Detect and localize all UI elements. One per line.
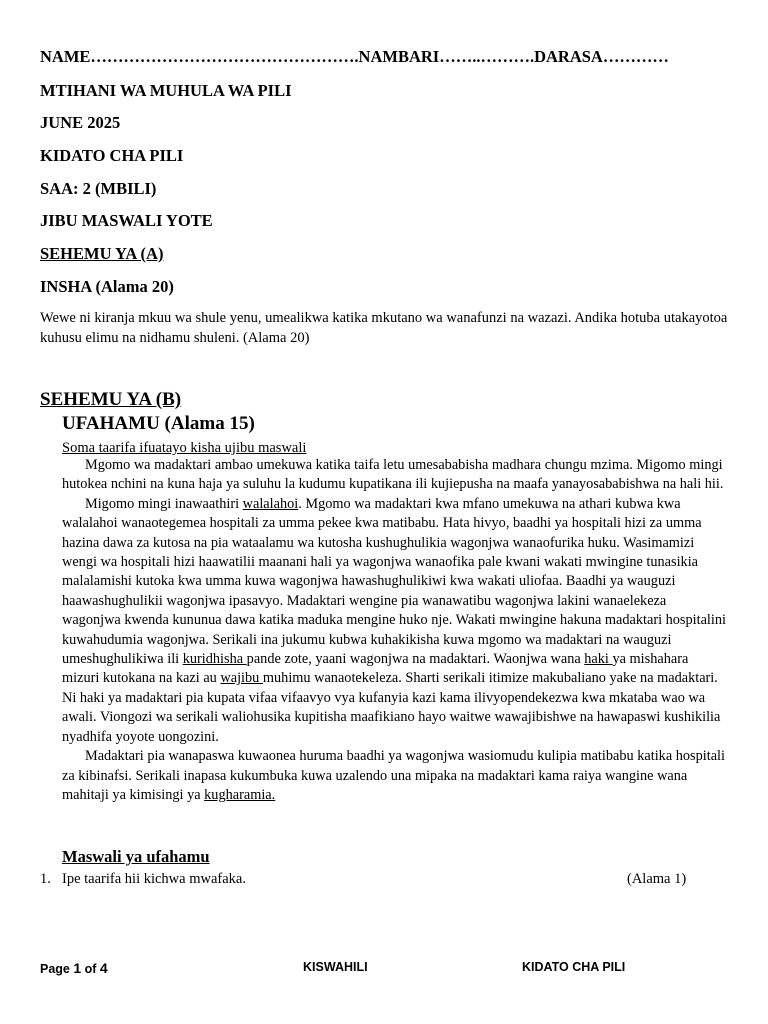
exam-date: JUNE 2025	[40, 113, 121, 132]
passage-text: . Mgomo wa madaktari kwa mfano umekuwa na athari kubwa kwa walalahoi wanaotegemea hospitali za umma pekee kwa matibabu. Hata hivyo, baadhi ya hospitali hizi za umma hazina dawa za kutosa na pia wataalamu wa kutosha kushughulikia wagonjwa wanaofurika huku. Wasimamizi wengi wa hospitali hizi haawatilii maanani hali ya wagonjwa wanaofika pale kwani wakati mwingine tunasikia malalamishi kutoka kwa umma kuwa wagonjwa hawashughulikiwi kwa wakati uliofaa. Baadhi ya wauguzi haawashughulikii wagonjwa ipasavyo. Madaktari wengine pia wanawatibu wagonjwa lakini wanaelekeza wagonjwa kwenda kununua dawa katika maduka mengine huko nje. Wakati mwingine hakuna madaktari hospitalini kuwahudumia wagonjwa. Serikali ina jukumu kubwa kuhakikisha kuwa mgomo wa madaktari na wauguzi umeshughulikiwa ili	[62, 495, 727, 668]
passage-paragraph-2	[62, 495, 728, 747]
page-word: Page	[40, 962, 74, 976]
section-b-subtitle: UFAHAMU (Alama 15)	[62, 413, 255, 434]
question-text: Ipe taarifa hii kichwa mwafaka.	[62, 871, 246, 887]
passage-paragraph-3	[62, 747, 728, 805]
section-a-subtitle: INSHA (Alama 20)	[40, 277, 174, 296]
page-current: 1	[73, 960, 82, 976]
of-word: of	[81, 962, 100, 976]
essay-question: Wewe ni kiranja mkuu wa shule yenu, umealikwa katika mkutano wa wanafunzi na wazazi. Andika hotuba utakayotoa kuhusu elimu na nidhamu shuleni. (Alama 20)	[40, 310, 728, 346]
general-instruction: JIBU MASWALI YOTE	[40, 211, 213, 230]
passage-paragraph-1: Mgomo wa madaktari ambao umekuwa katika taifa letu umesababisha madhara chungu mzima. Migomo mingi hutokea nchini na kuna haja ya suluhu la kudumu kupatikana ili kujiepusha na maafa yanayosababishwa na hali hii.	[62, 457, 724, 493]
questions-title: Maswali ya ufahamu	[62, 847, 210, 866]
comprehension-instruction: Soma taarifa ifuatayo kisha ujibu maswali	[62, 440, 307, 456]
underlined-word-haki: haki	[584, 651, 613, 668]
form-level: KIDATO CHA PILI	[40, 146, 184, 165]
page-number	[40, 960, 108, 976]
underlined-word-kuridhisha: kuridhisha	[182, 651, 247, 668]
passage-text: Madaktari pia wanapaswa kuwaonea huruma baadhi ya wagonjwa wasiomudu kulipia matibabu katika hospitali za kibinafsi. Serikali inapasa kukumbuka kuwa uzalendo una mipaka na madaktari kama raiya wangine wana mahitaji ya kimisingi ya	[62, 748, 725, 803]
passage-text: ya mishahara mizuri kutokana na kazi au	[62, 651, 689, 687]
footer-form: KIDATO CHA PILI	[522, 960, 626, 974]
exam-time: SAA: 2 (MBILI)	[40, 179, 157, 198]
section-b-title: SEHEMU YA (B)	[40, 389, 182, 410]
question-number: 1.	[40, 871, 51, 887]
underlined-word-wajibu: wajibu	[220, 670, 263, 687]
underlined-word-kugharamia: kugharamia.	[204, 786, 276, 803]
question-marks: (Alama 1)	[627, 871, 687, 887]
underlined-word-walalahoi: walalahoi	[242, 495, 299, 512]
passage-text: Migomo mingi inawaathiri	[85, 495, 243, 512]
comprehension-passage	[62, 456, 728, 805]
exam-title: MTIHANI WA MUHULA WA PILI	[40, 81, 292, 100]
passage-text: muhimu wanaotekeleza. Sharti serikali itimize makubaliano yake na madaktari. Ni haki ya madaktari pia kupata vifaa vifaavyo vya kufanyia kazi kama ilivyopendekezwa kwa mkataba wao wa awali. Viongozi wa serikali waliohusika kupitisha maafikiano hayo waitwe wawajibishwe na hawapaswi kushikilia nyadhifa yoyote uongozini.	[62, 670, 721, 745]
page-total: 4	[99, 960, 108, 976]
section-a-title: SEHEMU YA (A)	[40, 244, 164, 263]
name-number-class-line: NAME………………………………………….NAMBARI……..……….DARASA…………	[40, 47, 669, 66]
passage-text: pande zote, yaani wagonjwa na madaktari. Waonjwa wana	[246, 651, 585, 668]
footer-subject: KISWAHILI	[303, 960, 368, 974]
